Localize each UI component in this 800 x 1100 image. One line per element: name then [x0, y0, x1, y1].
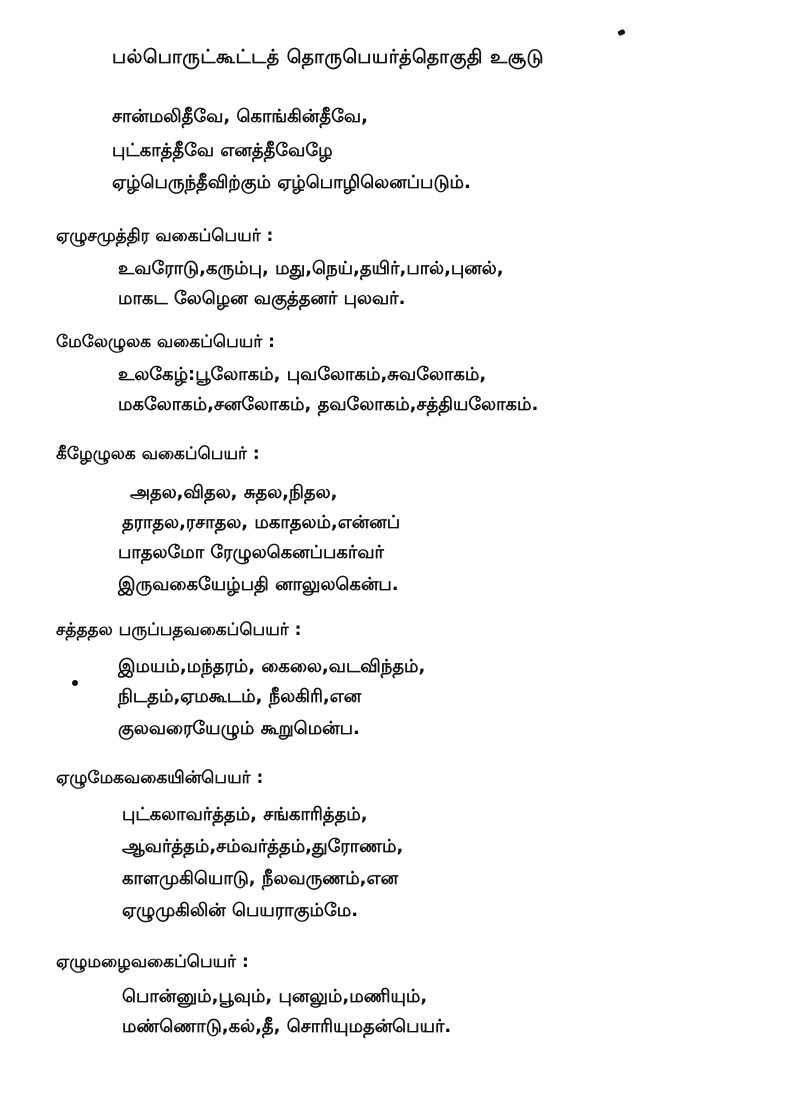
- verse-line: பொன்னும்,பூவும், புனலும்,மணியும்,: [122, 986, 428, 1007]
- verse-line: மண்ணொடு,கல்,தீ, சொரியுமதன்பெயர்.: [122, 1016, 452, 1037]
- verse-line: நிடதம்,ஏமகூடம், நீலகிரி,என: [118, 686, 362, 707]
- section-heading: சத்ததல பருப்பதவகைப்பெயர் :: [56, 620, 302, 640]
- verse-line: பாதலமோ ரேழுலகெனப்பகர்வர்: [118, 542, 384, 563]
- stray-dot: [72, 680, 78, 686]
- verse-line: தராதல,ரசாதல, மகாதலம்,என்னப்: [122, 512, 401, 533]
- verse-line: காளமுகியொடு, நீலவருணம்,என: [122, 868, 399, 889]
- verse-line: ஏழுமுகிலின் பெயராகும்மே.: [122, 900, 359, 921]
- section-heading: ஏழுமேகவகையின்பெயர் :: [56, 768, 264, 788]
- intro-line: ஏழ்பெருந்தீவிற்கும் ஏழ்பொழிலெனப்படும்.: [112, 172, 471, 193]
- verse-line: மாகட லேழென வகுத்தனர் புலவர்.: [118, 288, 406, 309]
- verse-line: உலகேழ்:பூலோகம், புவலோகம்,சுவலோகம்,: [118, 364, 487, 385]
- verse-line: உவரோடு,கரும்பு, மது,நெய்,தயிர்,பால்,புனல்,: [118, 258, 504, 279]
- intro-line: புட்காத்தீவே எனத்தீவேழே: [112, 140, 333, 161]
- section-heading: கீழேழுலக வகைப்பெயர் :: [56, 444, 260, 464]
- verse-line: குலவரையேழும் கூறுமென்ப.: [118, 718, 360, 739]
- verse-line: இருவகையேழ்பதி னாலுலகென்ப.: [118, 574, 399, 595]
- verse-line: மகலோகம்,சனலோகம், தவலோகம்,சத்தியலோகம்.: [118, 394, 539, 415]
- verse-line: இமயம்,மந்தரம், கைலை,வடவிந்தம்,: [118, 656, 426, 677]
- section-heading: ஏழுசமுத்திர வகைப்பெயர் :: [56, 226, 274, 246]
- verse-line: அதல,விதல, சுதல,நிதல,: [130, 482, 338, 503]
- ink-mark: [617, 29, 625, 36]
- verse-line: புட்கலாவர்த்தம், சங்காரித்தம்,: [122, 804, 368, 825]
- section-heading: மேலேழுலக வகைப்பெயர் :: [56, 332, 275, 352]
- page-title: பல்பொருட்கூட்டத் தொருபெயர்த்தொகுதி உசூடு: [112, 46, 544, 68]
- verse-line: ஆவர்த்தம்,சம்வர்த்தம்,துரோணம்,: [122, 836, 404, 857]
- intro-line: சான்மலிதீவே, கொங்கின்தீவே,: [112, 106, 368, 127]
- section-heading: ஏழுமழைவகைப்பெயர் :: [56, 952, 249, 972]
